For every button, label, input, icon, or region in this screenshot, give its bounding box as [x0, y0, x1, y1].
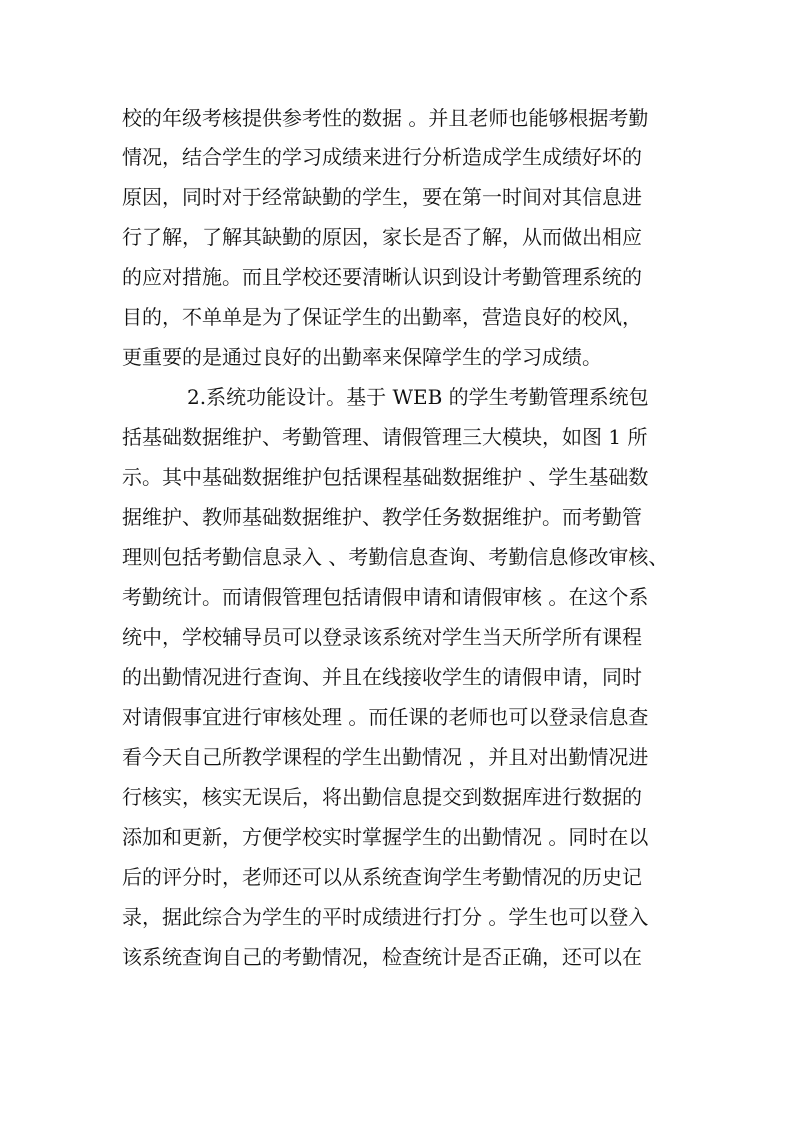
paragraph-line: 统中，学校辅导员可以登录该系统对学生当天所学所有课程	[122, 625, 642, 649]
paragraph-line: 括基础数据维护、考勤管理、请假管理三大模块，如图 1 所	[122, 425, 648, 449]
paragraph-line: 添加和更新，方便学校实时掌握学生的出勤情况 。同时在以	[122, 825, 649, 849]
paragraph-line: 情况，结合学生的学习成绩来进行分析造成学生成绩好坏的	[122, 145, 642, 169]
paragraph-line: 后的评分时，老师还可以从系统查询学生考勤情况的历史记	[122, 865, 642, 889]
paragraph-line: 更重要的是通过良好的出勤率来保障学生的学习成绩。	[122, 345, 602, 369]
paragraph-line: 看今天自己所教学课程的学生出勤情况 ，并且对出勤情况进	[122, 745, 649, 769]
paragraph-line: 对请假事宜进行审核处理 。而任课的老师也可以登录信息查	[122, 705, 649, 729]
paragraph-line: 示。其中基础数据维护包括课程基础数据维护 、学生基础数	[122, 465, 649, 489]
paragraph-line: 原因，同时对于经常缺勤的学生，要在第一时间对其信息进	[122, 185, 642, 209]
paragraph-line: 行了解，了解其缺勤的原因，家长是否了解，从而做出相应	[122, 225, 642, 249]
paragraph-line: 理则包括考勤信息录入 、考勤信息查询、考勤信息修改审核、	[122, 545, 669, 569]
paragraph-line: 考勤统计。而请假管理包括请假申请和请假审核 。在这个系	[122, 585, 649, 609]
paragraph-line: 录，据此综合为学生的平时成绩进行打分 。学生也可以登入	[122, 905, 649, 929]
paragraph-line: 该系统查询自己的考勤情况，检查统计是否正确，还可以在	[122, 945, 642, 969]
paragraph-line: 行核实，核实无误后，将出勤信息提交到数据库进行数据的	[122, 785, 642, 809]
paragraph-first-line: 2.系统功能设计。基于 WEB 的学生考勤管理系统包	[187, 385, 649, 409]
paragraph-line: 的出勤情况进行查询、并且在线接收学生的请假申请，同时	[122, 665, 642, 689]
paragraph-line: 据维护、教师基础数据维护、教学任务数据维护。而考勤管	[122, 505, 642, 529]
paragraph-line: 校的年级考核提供参考性的数据 。并且老师也能够根据考勤	[122, 106, 649, 130]
paragraph-line: 目的，不单单是为了保证学生的出勤率，营造良好的校风，	[122, 305, 642, 329]
paragraph-line: 的应对措施。而且学校还要清晰认识到设计考勤管理系统的	[122, 265, 642, 289]
